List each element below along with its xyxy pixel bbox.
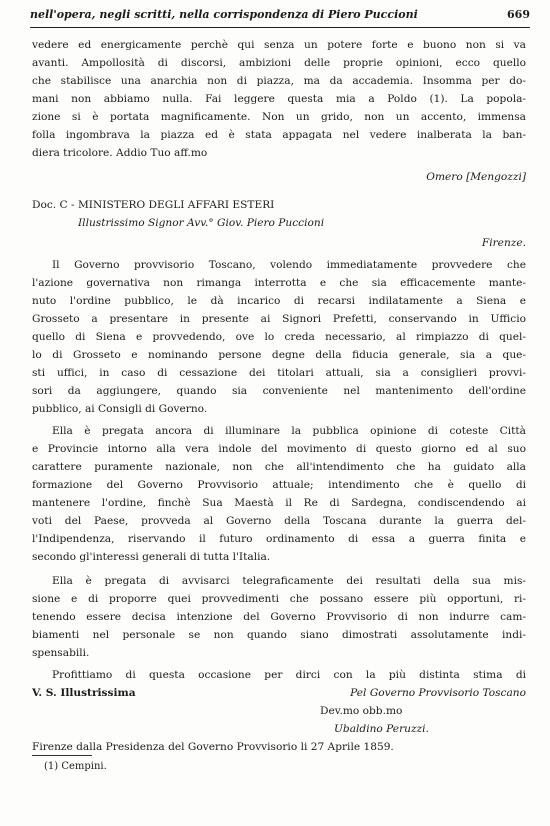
addressee-place: Firenze. [481, 237, 526, 249]
text-line: secondo gl'interessi generali di tutta l'Italia. [32, 551, 271, 563]
text-line: nuto l'ordine pubblico, le dà incarico di recarsi indilatamente a Siena e [32, 295, 526, 307]
signing-authority: Pel Governo Provvisorio Toscano [350, 687, 526, 699]
text-line: Profittiamo di questa occasione per dirci con la più distinta stima di [52, 669, 526, 681]
text-line: folla ingombrava la piazza ed è stata appagata nel vedere inalberata la ban- [32, 129, 526, 141]
text-line: biamenti nel personale se non quando siano dimostrati assolutamente indi- [32, 629, 526, 641]
text-line: diera tricolore. Addio Tuo aff.mo [32, 147, 208, 159]
closing-formula: Dev.mo obb.mo [320, 705, 403, 717]
page-number: 669 [507, 8, 530, 21]
text-line: e Provincie intorno alla vera indole del movimento di questo giorno ed al suo [32, 443, 526, 455]
text-line: sti uffici, in caso di cessazione dei titolari attuali, sia a consiglieri provvi- [32, 367, 526, 379]
text-line: avanti. Ampollosità di discorsi, ambizioni delle proprie opinioni, ecco quello [32, 57, 526, 69]
running-title: nell'opera, negli scritti, nella corrispondenza di Piero Puccioni [30, 8, 418, 21]
text-line: carattere puramente nazionale, non che all'intendimento che ha guidato alla [32, 461, 526, 473]
addressee: Illustrissimo Signor Avv.° Giov. Piero Puccioni [78, 217, 325, 229]
text-line: formazione del Governo Provvisorio attuale; intendimento che è quello di [32, 479, 526, 491]
text-line: l'Indipendenza, riservando il futuro ordinamento di essa a guerra finita e [32, 533, 526, 545]
footnote-rule [32, 755, 92, 756]
text-line: pubblico, ai Consigli di Governo. [32, 403, 208, 415]
text-line: l'azione governativa non rimanga interrotta e che sia efficacemente mante- [32, 277, 526, 289]
text-line: mani non abbiamo nulla. Fai leggere questa mia a Poldo (1). La popola- [32, 93, 526, 105]
text-line: quello di Siena e provvedendo, ove lo creda necessario, al rimpiazzo di quel- [32, 331, 526, 343]
text-line: Il Governo provvisorio Toscano, volendo immediatamente provvedere che [52, 259, 526, 271]
signatory: Ubaldino Peruzzi. [334, 723, 429, 735]
closing-addressee: V. S. Illustrissima [32, 687, 136, 699]
text-line: voti del Paese, provveda al Governo della Toscana durante la guerra del- [32, 515, 526, 527]
header-rule [30, 27, 530, 28]
text-line: spensabili. [32, 647, 90, 659]
text-line: vedere ed energicamente perchè qui senza un potere forte e buono non si va [32, 39, 526, 51]
text-line: tenendo essere decisa intenzione del Governo Provvisorio di non indurre cam- [32, 611, 526, 623]
document-heading: Doc. C - MINISTERO DEGLI AFFARI ESTERI [32, 199, 275, 211]
footnote: (1) Cempini. [44, 761, 107, 772]
date-line: Firenze dalla Presidenza del Governo Provvisorio li 27 Aprile 1859. [32, 741, 394, 753]
text-line: che stabilisce una anarchia non di piazza, ma da accademia. Insomma per do- [32, 75, 526, 87]
text-line: sori da aggiungere, quando sia conveniente nel mantenimento dell'ordine [32, 385, 526, 397]
text-line: lo di Grosseto e nominando persone degne della fiducia generale, sia a que- [32, 349, 526, 361]
text-line: sione e di proporre quei provvedimenti che possano essere più opportuni, ri- [32, 593, 526, 605]
letter-signature: Omero [Mengozzi] [426, 171, 526, 183]
text-line: Ella è pregata di avvisarci telegraficamente dei resultati della sua mis- [52, 575, 526, 587]
text-line: Ella è pregata ancora di illuminare la pubblica opinione di coteste Città [52, 425, 526, 437]
text-line: Grosseto a presentare in presente ai Signori Prefetti, conservando in Ufficio [32, 313, 526, 325]
text-line: zione si è portata magnificamente. Non un grido, non un accento, immensa [32, 111, 526, 123]
running-header [30, 4, 530, 28]
text-line: mantenere l'ordine, finchè Sua Maestà il Re di Sardegna, condiscendendo ai [32, 497, 526, 509]
